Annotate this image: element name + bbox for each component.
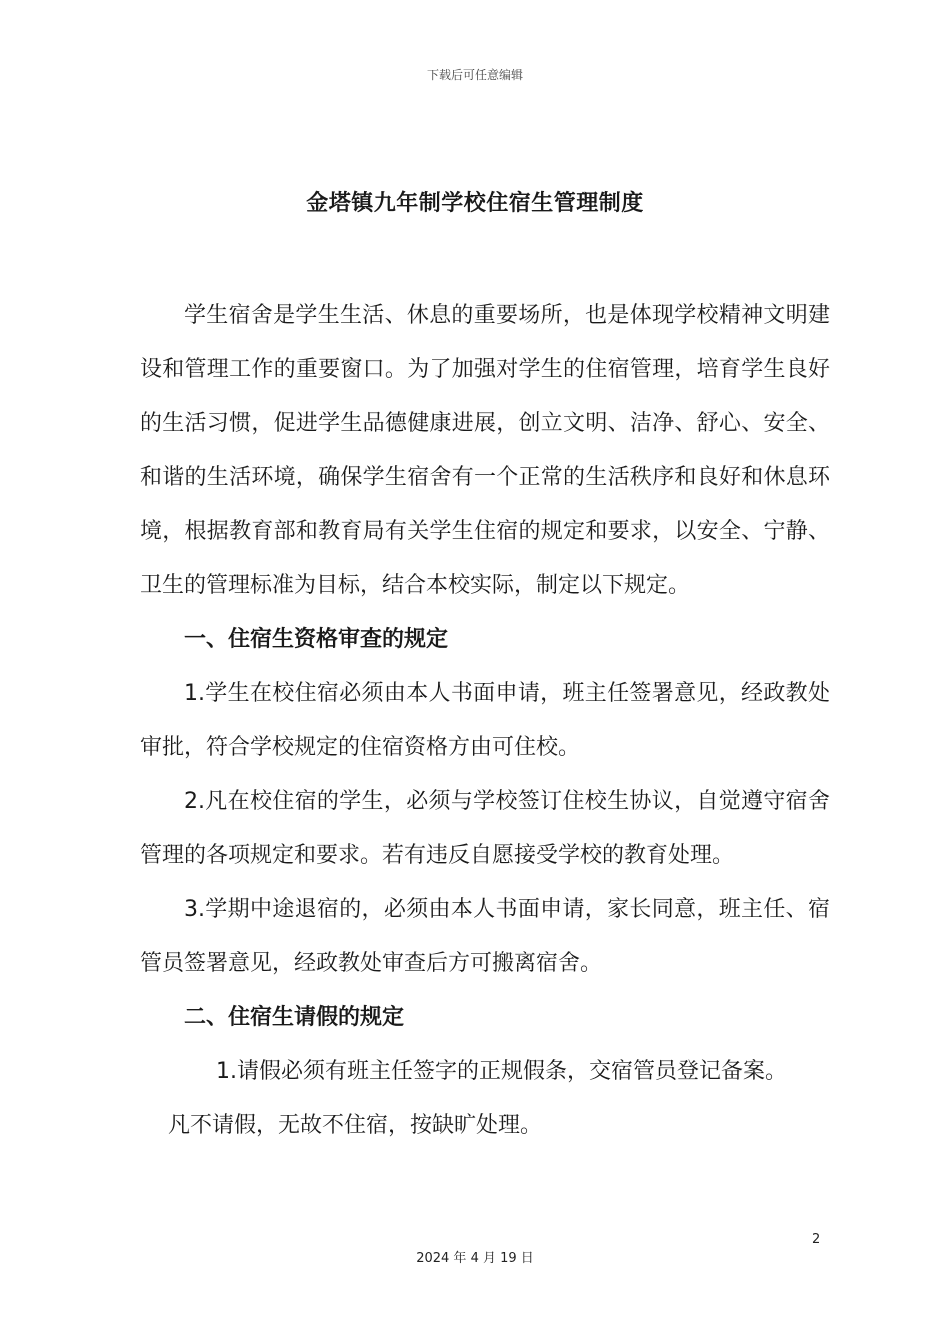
document-title: 金塔镇九年制学校住宿生管理制度 — [306, 191, 644, 216]
header-note: 下载后可任意编辑 — [426, 68, 523, 82]
section-2-item-1-continuation: 凡不请假，无故不住宿，按缺旷处理。 — [168, 1113, 543, 1138]
page-number: 2 — [812, 1232, 821, 1247]
section-2-heading: 二、住宿生请假的规定 — [184, 1005, 405, 1030]
intro-paragraph: 学生宿舍是学生生活、休息的重要场所，也是体现学校精神文明建设和管理工作的重要窗口。为了加强对学生的住宿管理，培育学生良好的生活习惯，促进学生品德健康进展，创立文明、洁净、舒心、安全、和谐的生活环境，确保学生宿舍有一个正常的生活秩序和良好和休息环境，根据教育部和教育局有关学生住宿的规定和要求，以安全、宁静、卫生的管理标准为目标，结合本校实际，制定以下规定。 — [140, 303, 830, 598]
section-1-item-1: 1.学生在校住宿必须由本人书面申请，班主任签署意见，经政教处审批，符合学校规定的住宿资格方由可住校。 — [140, 681, 830, 760]
document-body — [140, 289, 830, 1153]
section-1-item-2: 2.凡在校住宿的学生，必须与学校签订住校生协议，自觉遵守宿舍管理的各项规定和要求。若有违反自愿接受学校的教育处理。 — [140, 789, 830, 868]
section-1-heading: 一、住宿生资格审查的规定 — [184, 627, 449, 652]
footer-date: 2024 年 4 月 19 日 — [416, 1251, 534, 1266]
section-2-item-1: 1.请假必须有班主任签字的正规假条，交宿管员登记备案。 — [216, 1059, 787, 1084]
section-1-item-3: 3.学期中途退宿的，必须由本人书面申请，家长同意，班主任、宿管员签署意见，经政教处审查后方可搬离宿舍。 — [140, 897, 830, 976]
